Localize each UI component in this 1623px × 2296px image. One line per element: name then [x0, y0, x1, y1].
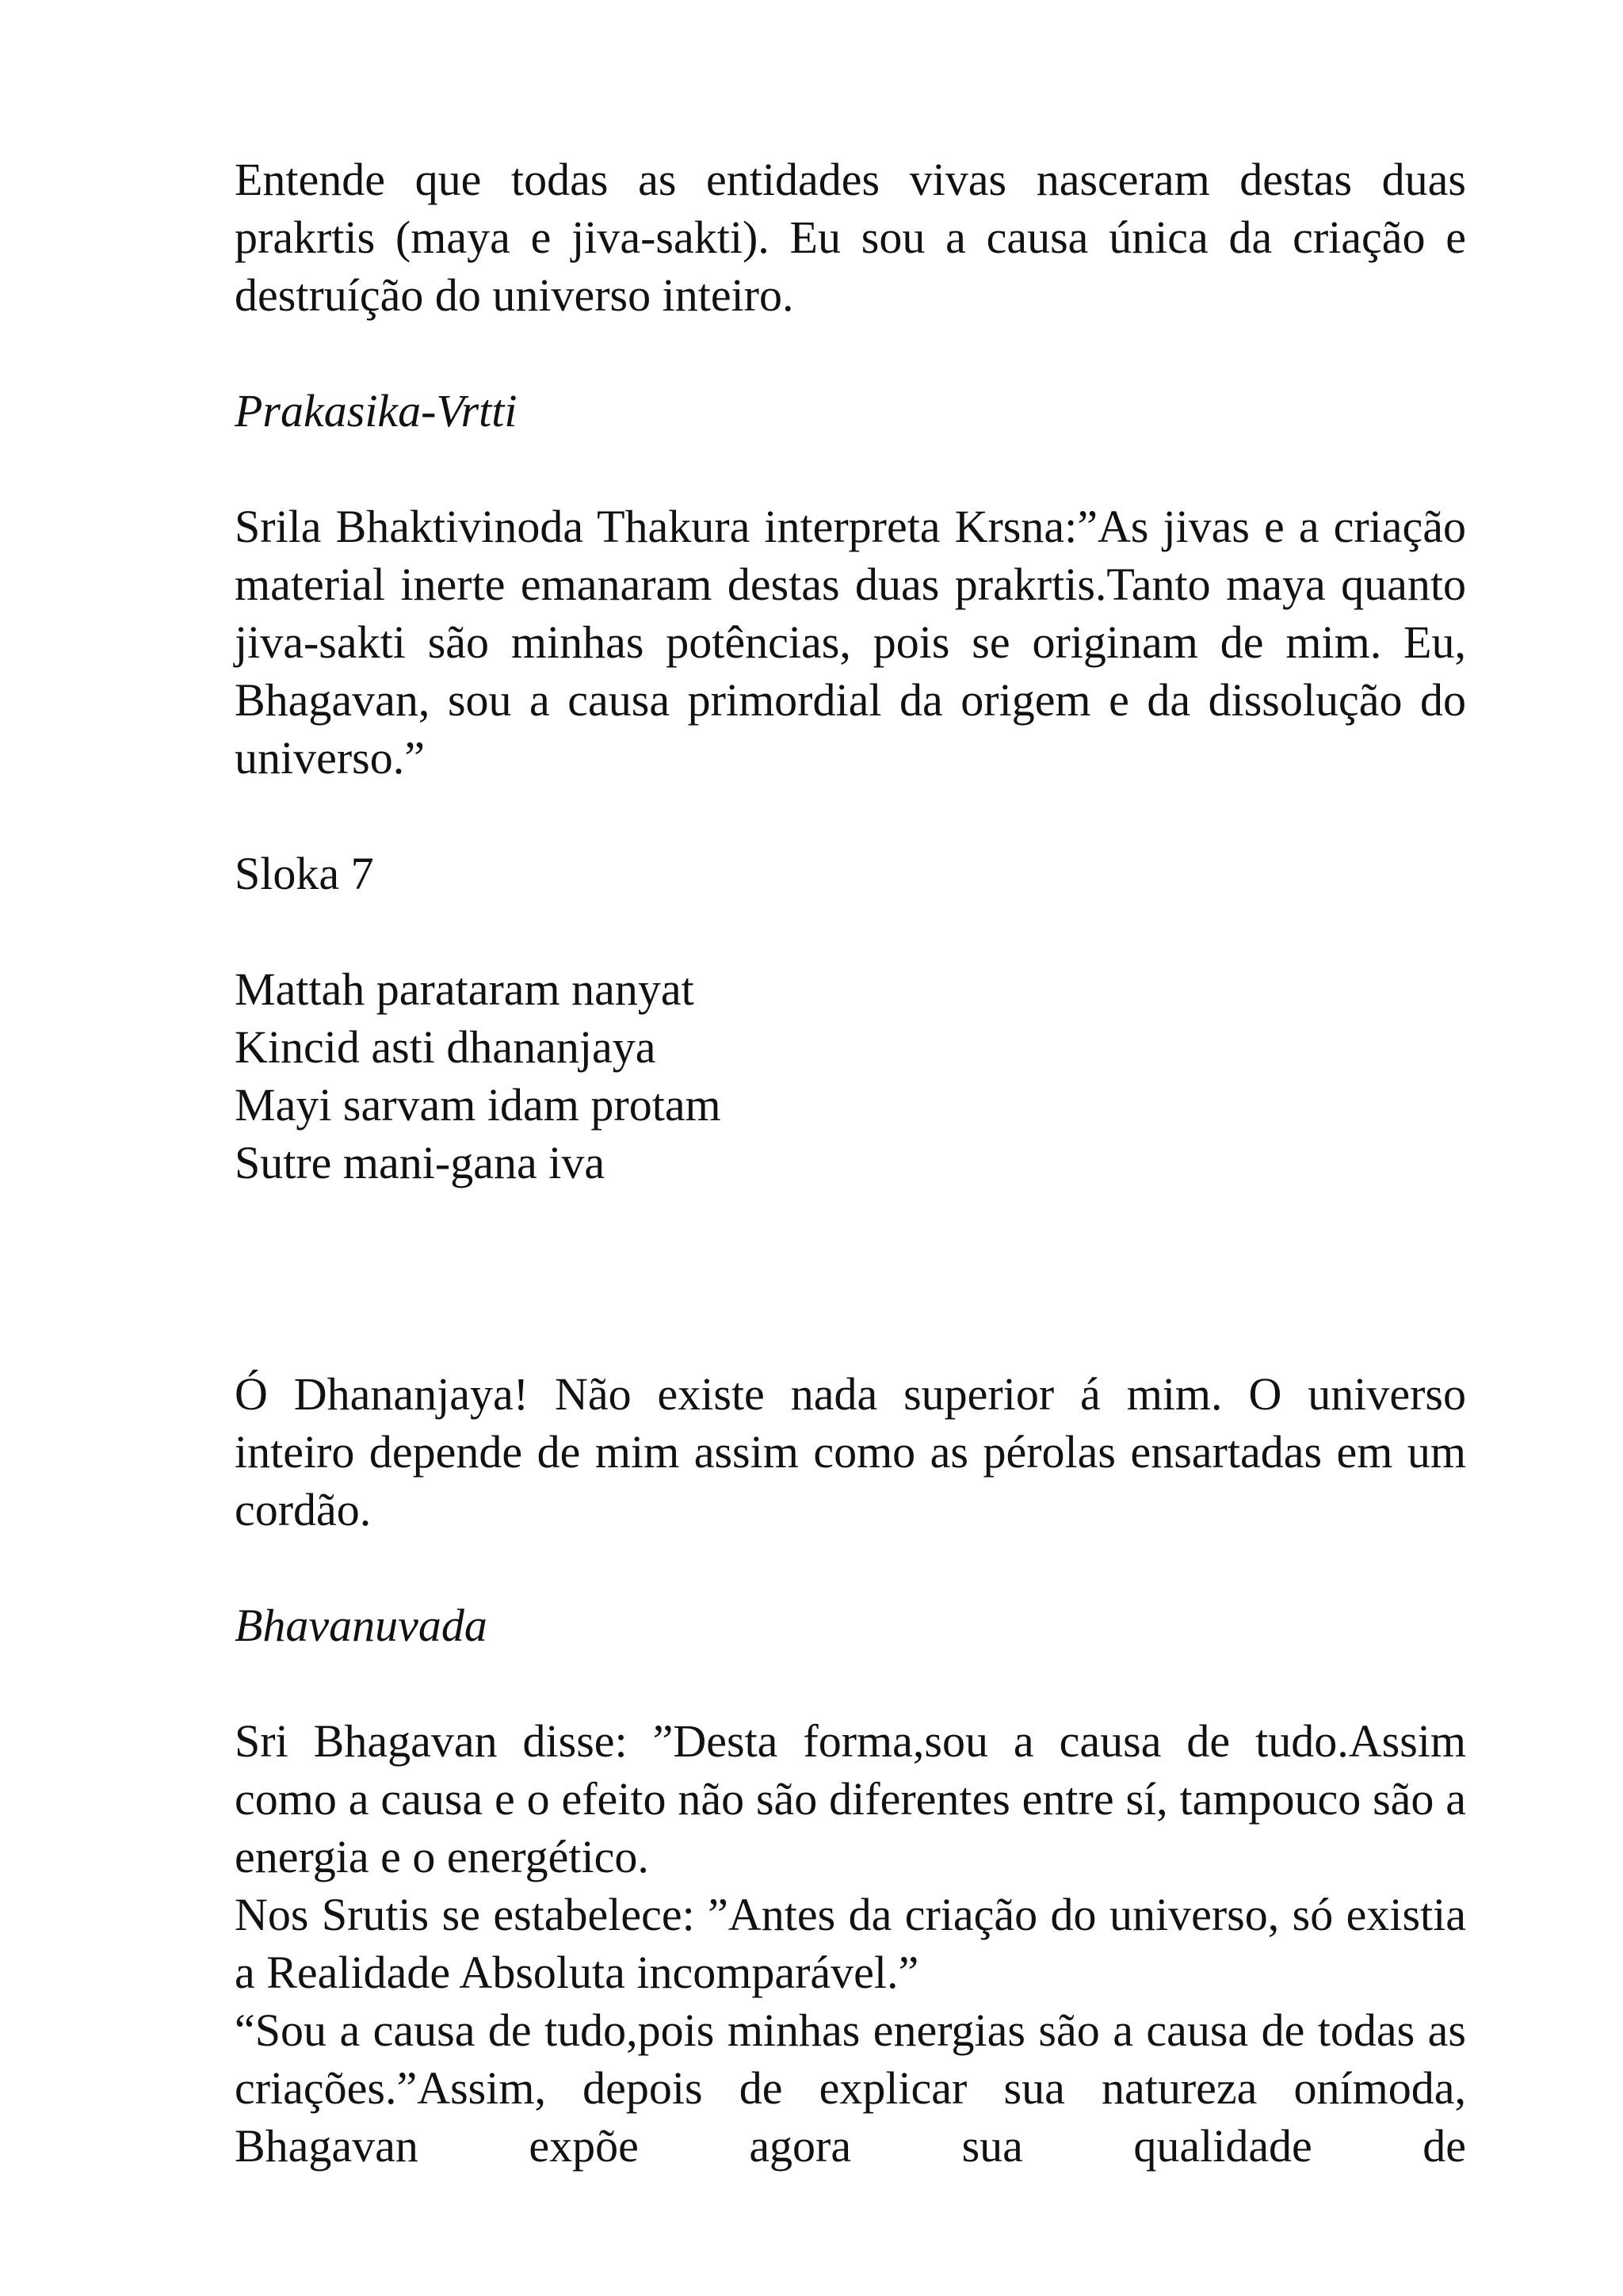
prakasika-paragraph: Srila Bhaktivinoda Thakura interpreta Krsna:”As jivas e a criação material inerte emanaram destas duas prakrtis.Tanto maya quanto jiva-sakti são minhas potências, pois se originam de mim. Eu, Bhagavan, sou a causa primordial da origem e da dissolução do universo.” [235, 501, 1466, 784]
translation-paragraph: Ó Dhananjaya! Não existe nada superior á mim. O universo inteiro depende de mim assim como as pérolas ensartadas em um cordão. [235, 1368, 1466, 1535]
bhavanuvada-paragraph-1: Sri Bhagavan disse: ”Desta forma,sou a causa de tudo.Assim como a causa e o efeito não são diferentes entre sí, tampouco são a energia e o energético. [235, 1715, 1466, 1882]
spacer [235, 440, 1466, 498]
spacer [235, 324, 1466, 382]
heading-prakasika-vrtti: Prakasika-Vrtti [235, 385, 517, 437]
verse-line: Kincid asti dhananjaya [235, 1021, 656, 1073]
spacer [235, 787, 1466, 845]
spacer [235, 1539, 1466, 1596]
verse-line: Mayi sarvam idam protam [235, 1079, 721, 1131]
heading-bhavanuvada: Bhavanuvada [235, 1600, 487, 1651]
intro-paragraph: Entende que todas as entidades vivas nasceram destas duas prakrtis (maya e jiva-sakti). Eu sou a causa única da criação e destruíção do universo inteiro. [235, 154, 1466, 321]
verse-block [235, 960, 1466, 1192]
bhavanuvada-paragraph-3: “Sou a causa de tudo,pois minhas energias são a causa de todas as criações.”Assim, depois de explicar sua natureza onímoda, Bhagavan expõe agora sua qualidade de [235, 2004, 1466, 2172]
bhavanuvada-paragraph-2: Nos Srutis se estabelece: ”Antes da criação do universo, só existia a Realidade Absoluta incomparável.” [235, 1889, 1466, 1998]
document-page [235, 151, 1466, 2175]
verse-line: Sutre mani-gana iva [235, 1137, 605, 1188]
spacer [235, 1192, 1466, 1365]
sloka-title: Sloka 7 [235, 848, 374, 899]
spacer [235, 1654, 1466, 1712]
spacer [235, 902, 1466, 960]
verse-line: Mattah parataram nanyat [235, 963, 694, 1015]
